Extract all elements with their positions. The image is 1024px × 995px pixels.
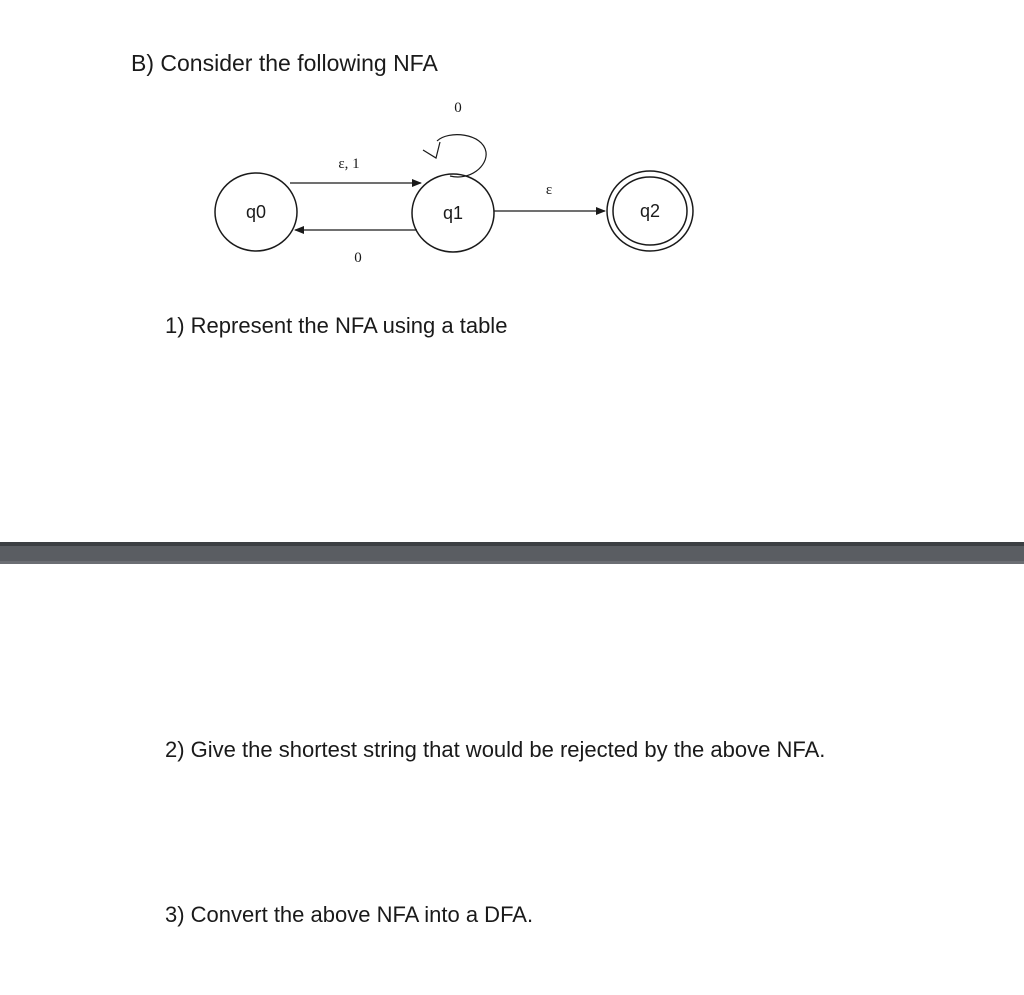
state-q2-label: q2	[639, 201, 661, 221]
edge-q1-self-loop-label: 0	[454, 100, 462, 116]
edge-q1-to-q0	[295, 230, 417, 266]
edge-q1-to-q0-label: 0	[354, 250, 362, 266]
nfa-diagram	[0, 0, 1024, 300]
state-q0	[215, 173, 297, 251]
edge-q1-to-q2-label: ε	[545, 182, 553, 198]
state-q0-label: q0	[245, 202, 267, 222]
question-3: 3) Convert the above NFA into a DFA.	[165, 902, 534, 927]
edge-q0-to-q1	[290, 156, 421, 183]
edge-q0-to-q1-label: ε, 1	[338, 156, 360, 172]
edge-q1-self-loop-arc	[437, 135, 486, 177]
section-heading: B) Consider the following NFA	[131, 50, 438, 76]
page-divider	[0, 542, 1024, 564]
state-q1	[412, 174, 494, 252]
state-q1-label: q1	[442, 203, 464, 223]
edge-q1-self-loop	[423, 100, 486, 177]
question-2: 2) Give the shortest string that would be rejected by the above NFA.	[165, 737, 826, 762]
question-1: 1) Represent the NFA using a table	[165, 313, 508, 338]
edge-q1-self-loop-arrowhead	[423, 142, 440, 158]
state-q2	[607, 171, 693, 251]
edge-q1-to-q2	[494, 182, 605, 211]
